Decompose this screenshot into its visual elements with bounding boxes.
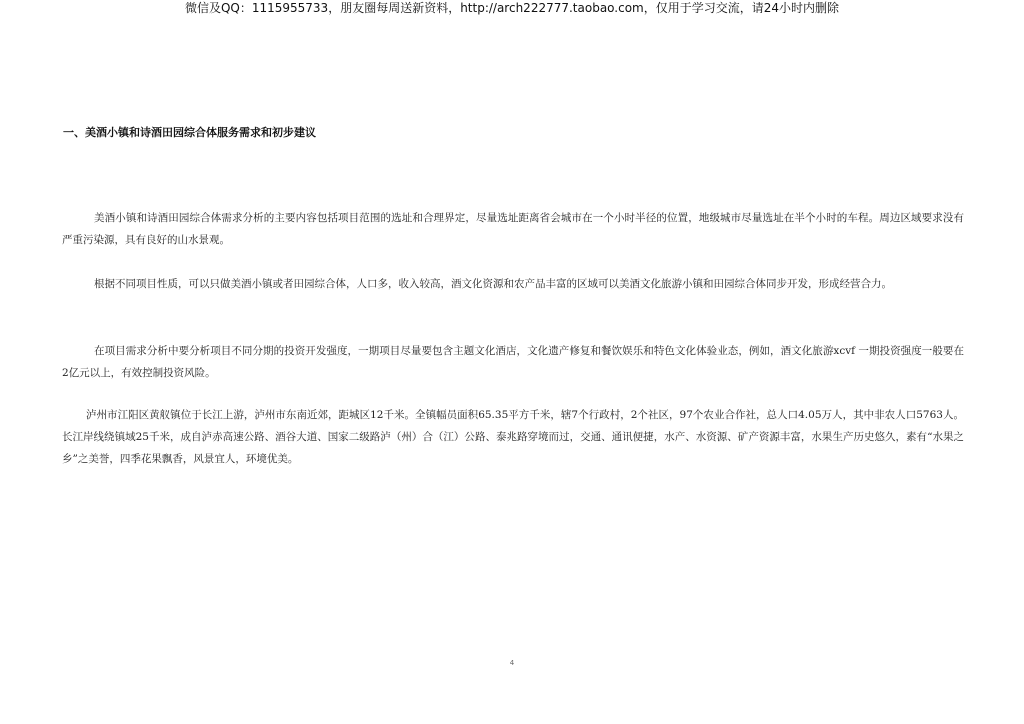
paragraph-investment-phasing: 在项目需求分析中要分析项目不同分期的投资开发强度，一期项目尽量要包含主题文化酒店，文化遗产修复和餐饮娱乐和特色文化体验业态，例如，酒文化旅游xcvf 一期投资强度一般要在2亿元以上，有效控制投资风险。 bbox=[62, 345, 964, 379]
paragraph-town-profile: 泸州市江阳区黄舣镇位于长江上游，泸州市东南近郊，距城区12千米。全镇幅员面积65.35平方千米，辖7个行政村，2个社区，97个农业合作社，总人口4.05万人，其中非农人口5763人。长江岸线绕镇域25千米，成自泸赤高速公路、酒谷大道、国家二级路泸（州）合（江）公路、泰兆路穿境而过，交通、通讯便捷，水产、水资源、矿产资源丰富，水果生产历史悠久，素有“水果之乡”之美誉，四季花果飘香，风景宜人，环境优美。 bbox=[62, 409, 964, 465]
section-heading: 一、美酒小镇和诗酒田园综合体服务需求和初步建议 bbox=[63, 126, 316, 139]
page-number: 4 bbox=[509, 659, 515, 667]
watermark-banner: 微信及QQ：1115955733，朋友圈每周送新资料，http://arch222777.taobao.com，仅用于学习交流，请24小时内删除 bbox=[184, 1, 840, 15]
paragraph-project-nature: 根据不同项目性质，可以只做美酒小镇或者田园综合体，人口多，收入较高，酒文化资源和农产品丰富的区域可以美酒文化旅游小镇和田园综合体同步开发，形成经营合力。 bbox=[94, 278, 892, 290]
paragraph-site-selection: 美酒小镇和诗酒田园综合体需求分析的主要内容包括项目范围的选址和合理界定，尽量选址距离省会城市在一个小时半径的位置，地级城市尽量选址在半个小时的车程。周边区域要求没有严重污染源，具有良好的山水景观。 bbox=[62, 212, 964, 246]
